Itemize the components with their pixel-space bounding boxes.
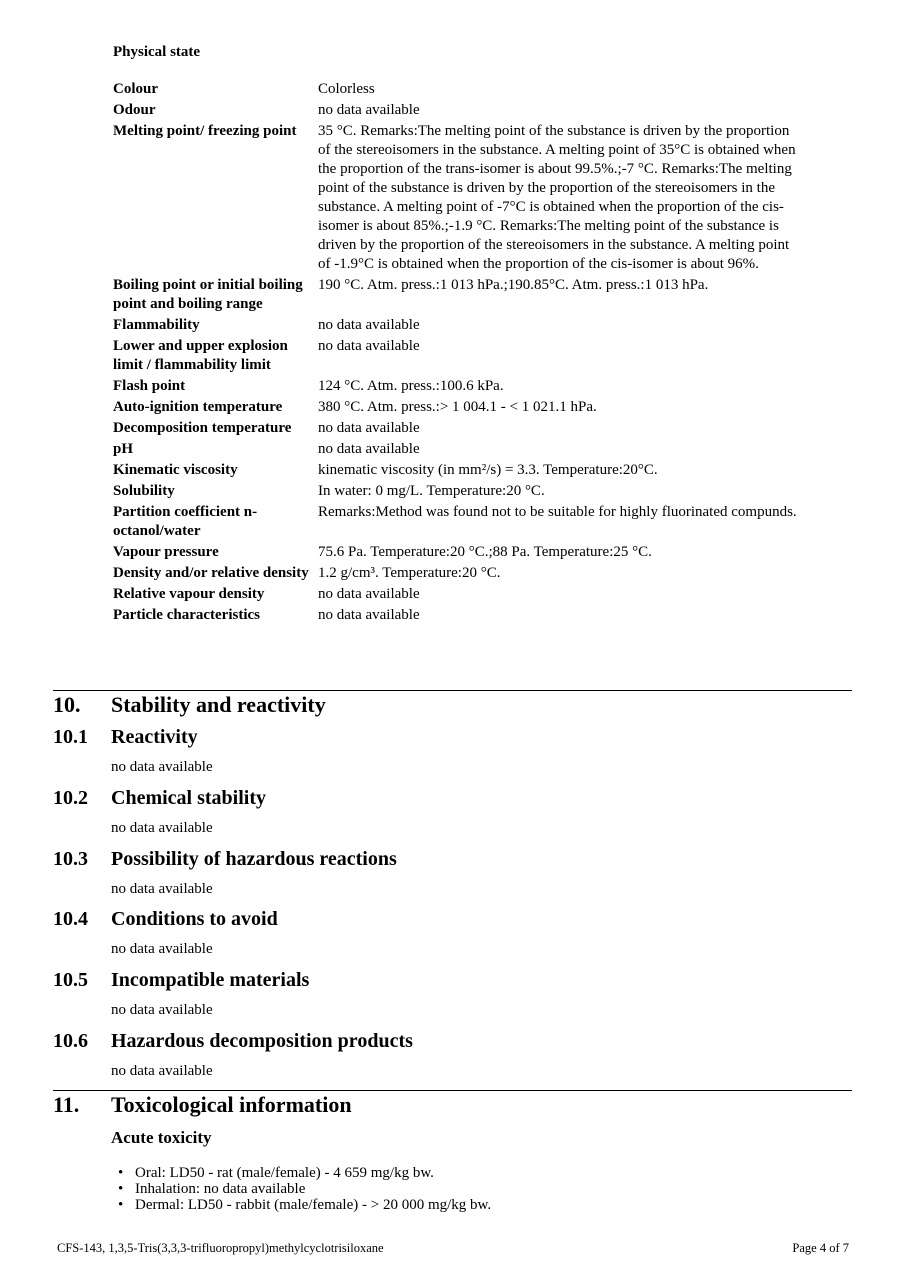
footer-page-number: Page 4 of 7 — [792, 1241, 849, 1255]
property-value: 190 °C. Atm. press.:1 013 hPa.;190.85°C. Atm. press.:1 013 hPa. — [318, 277, 709, 293]
footer-product-name: CFS-143, 1,3,5-Tris(3,3,3-trifluoropropyl)methylcyclotrisiloxane — [57, 1241, 384, 1255]
subsection-title: Reactivity — [111, 726, 198, 748]
list-item-text: Inhalation: no data available — [135, 1181, 306, 1197]
bullet-icon: • — [118, 1197, 124, 1213]
subsection-title: Hazardous decomposition products — [111, 1030, 413, 1052]
section-number: 10. — [53, 692, 81, 717]
physical-properties-table — [113, 80, 803, 627]
property-label: Decomposition temperature — [113, 420, 292, 436]
table-row — [113, 122, 803, 276]
subsection-text: no data available — [111, 820, 213, 836]
subsection-10-1-heading — [53, 726, 198, 749]
property-value: Colorless — [318, 81, 375, 97]
subsection-title: Possibility of hazardous reactions — [111, 848, 397, 870]
acute-toxicity-heading: Acute toxicity — [111, 1128, 212, 1147]
list-item — [118, 1165, 491, 1181]
subsection-10-6-heading — [53, 1030, 413, 1053]
subsection-title: Incompatible materials — [111, 969, 310, 991]
table-row — [113, 543, 803, 564]
property-label: Particle characteristics — [113, 607, 261, 623]
section-divider — [53, 1090, 852, 1091]
table-row — [113, 606, 803, 627]
subsection-10-4-heading — [53, 908, 278, 931]
table-row — [113, 398, 803, 419]
section-number: 11. — [53, 1092, 80, 1117]
property-label: Relative vapour density — [113, 586, 265, 602]
property-value: 380 °C. Atm. press.:> 1 004.1 - < 1 021.1 hPa. — [318, 399, 597, 415]
bullet-icon: • — [118, 1181, 124, 1197]
acute-toxicity-list — [118, 1165, 491, 1213]
section-divider — [53, 690, 852, 691]
property-value: no data available — [318, 420, 420, 436]
bullet-icon: • — [118, 1165, 124, 1181]
table-row — [113, 419, 803, 440]
property-label: Solubility — [113, 483, 175, 499]
property-value: no data available — [318, 607, 420, 623]
property-label: Vapour pressure — [113, 544, 219, 560]
property-label: Partition coefficient n-octanol/water — [113, 504, 258, 539]
property-value: no data available — [318, 338, 420, 354]
property-label: Boiling point or initial boiling point and boiling range — [113, 277, 303, 312]
table-row — [113, 440, 803, 461]
table-row — [113, 377, 803, 398]
property-value: no data available — [318, 102, 420, 118]
subsection-title: Conditions to avoid — [111, 908, 278, 930]
list-item-text: Dermal: LD50 - rabbit (male/female) - > 20 000 mg/kg bw. — [135, 1197, 492, 1213]
subsection-title: Chemical stability — [111, 787, 266, 809]
list-item-text: Oral: LD50 - rat (male/female) - 4 659 mg/kg bw. — [135, 1165, 434, 1181]
section-title: Stability and reactivity — [111, 692, 326, 717]
subsection-text: no data available — [111, 759, 213, 775]
section-11-heading — [53, 1092, 352, 1118]
section-title: Toxicological information — [111, 1092, 352, 1117]
subsection-10-5-heading — [53, 969, 309, 992]
subsection-number: 10.5 — [53, 969, 88, 991]
subsection-text: no data available — [111, 941, 213, 957]
property-label: Kinematic viscosity — [113, 462, 238, 478]
table-row — [113, 503, 803, 543]
property-label: pH — [113, 441, 134, 457]
subsection-text: no data available — [111, 1063, 213, 1079]
property-value: no data available — [318, 586, 420, 602]
list-item — [118, 1197, 491, 1213]
table-row — [113, 337, 803, 377]
table-row — [113, 316, 803, 337]
subsection-text: no data available — [111, 1002, 213, 1018]
subsection-number: 10.2 — [53, 787, 88, 809]
property-value: 75.6 Pa. Temperature:20 °C.;88 Pa. Temperature:25 °C. — [318, 544, 652, 560]
table-row — [113, 101, 803, 122]
physical-state-heading: Physical state — [113, 44, 201, 60]
property-value: kinematic viscosity (in mm²/s) = 3.3. Temperature:20°C. — [318, 462, 658, 478]
property-label: Colour — [113, 81, 158, 97]
property-value: 1.2 g/cm³. Temperature:20 °C. — [318, 565, 501, 581]
subsection-10-2-heading — [53, 787, 266, 810]
subsection-number: 10.4 — [53, 908, 88, 930]
subsection-10-3-heading — [53, 848, 397, 871]
property-label: Flash point — [113, 378, 186, 394]
property-value: 124 °C. Atm. press.:100.6 kPa. — [318, 378, 504, 394]
property-value: no data available — [318, 317, 420, 333]
table-row — [113, 461, 803, 482]
property-label: Density and/or relative density — [113, 565, 309, 581]
property-label: Lower and upper explosion limit / flammability limit — [113, 338, 288, 373]
property-value: Remarks:Method was found not to be suitable for highly fluorinated compunds. — [318, 504, 797, 520]
property-label: Odour — [113, 102, 156, 118]
table-row — [113, 80, 803, 101]
property-label: Auto-ignition temperature — [113, 399, 283, 415]
property-value: 35 °C. Remarks:The melting point of the substance is driven by the proportion of the stereoisomers in the substance. A melting point of 35°C is obtained when the proportion of the trans-isomer is about 99.5%.;-7 °C. Remarks:The melting point of the substance is driven by the proportion of the stereoisomers in the substance. A melting point of -7°C is obtained when the proportion of the cis-isomer is about 85%.;-1.9 °C. Remarks:The melting point of the substance is driven by the proportion of the stereoisomers in the substance. A melting point of -1.9°C is obtained when the proportion of the cis-isomer is about 96%. — [318, 123, 796, 272]
table-row — [113, 585, 803, 606]
table-row — [113, 482, 803, 503]
list-item — [118, 1181, 491, 1197]
property-value: In water: 0 mg/L. Temperature:20 °C. — [318, 483, 545, 499]
subsection-number: 10.6 — [53, 1030, 88, 1052]
property-label: Melting point/ freezing point — [113, 123, 297, 139]
subsection-number: 10.3 — [53, 848, 88, 870]
section-10-heading — [53, 692, 326, 718]
subsection-number: 10.1 — [53, 726, 88, 748]
property-label: Flammability — [113, 317, 200, 333]
property-value: no data available — [318, 441, 420, 457]
subsection-text: no data available — [111, 881, 213, 897]
table-row — [113, 276, 803, 316]
table-row — [113, 564, 803, 585]
